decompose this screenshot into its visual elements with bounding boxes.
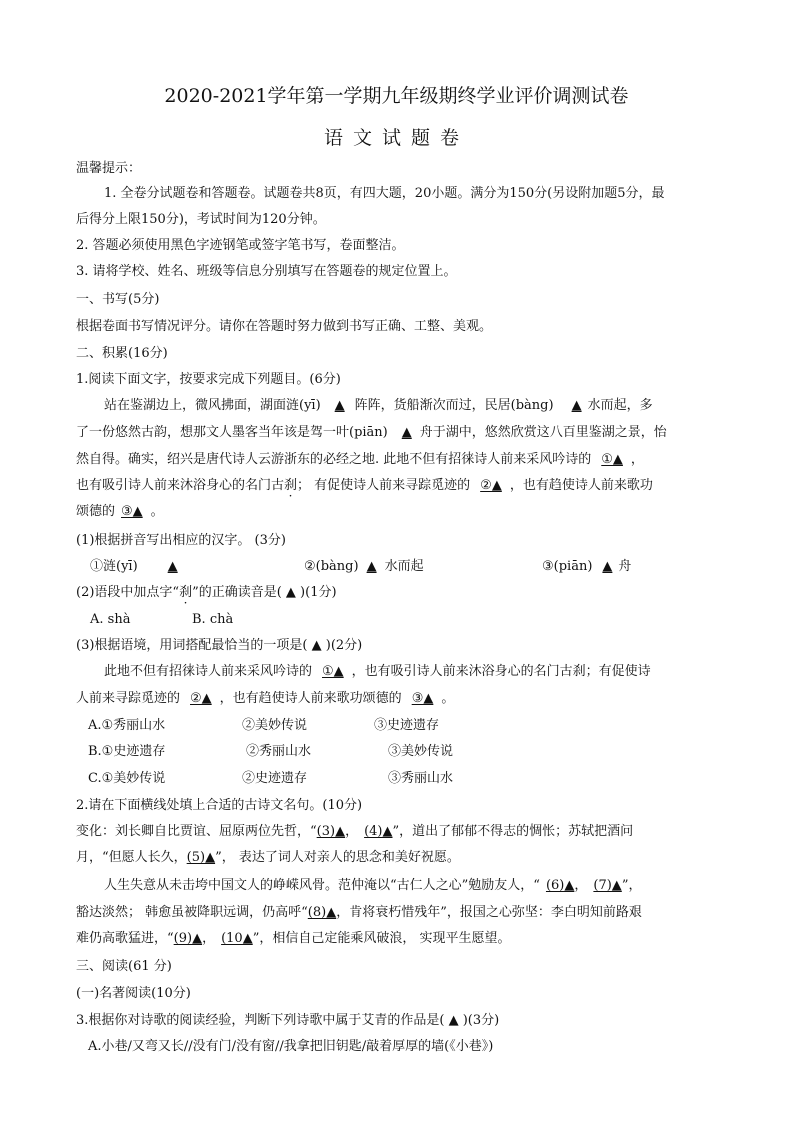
answer-blank[interactable]: (10▲ [221, 931, 253, 946]
answer-blank[interactable]: ②▲ [480, 478, 502, 493]
section-1-body: 根据卷面书写情况评分。请你在答题时努力做到书写正确、工整、美观。 [76, 319, 493, 334]
answer-blank[interactable]: (6)▲ [545, 878, 575, 893]
q2-text: ， [202, 931, 216, 946]
answer-blank[interactable]: ③▲ [121, 504, 143, 519]
q1-stem: 1.阅读下面文字，按要求完成下列题目。(6分) [76, 372, 341, 387]
answer-blank[interactable]: ▲ [167, 559, 178, 574]
q1-passage-line-5 [76, 503, 164, 521]
q1-passage-line-4 [76, 477, 653, 495]
q2-line-3 [104, 877, 641, 895]
q2-line-1 [76, 823, 633, 841]
q1-text: ，也有趋使诗人前来歌功颂德的 [219, 691, 402, 706]
q2-text: ”， [621, 878, 642, 893]
q1-sub-1-option-b [304, 558, 424, 576]
q2-text: ”， 表达了词人对亲人的思念和美好祝愿。 [215, 850, 460, 865]
q1-text: 阵阵，货船渐次而过，民居(bàng) [354, 398, 554, 413]
q2-text: ，肯将衰朽惜残年”，报国之心弥坚：李白明知前路艰 [336, 905, 642, 920]
q1-sub-1-option-a [90, 558, 194, 576]
option-c-2: ②史迹遗存 [242, 771, 308, 786]
q3-option-a[interactable]: A.小巷/又弯又长//没有门/没有窗//我拿把旧钥匙/敲着厚厚的墙(《小巷》) [88, 1039, 494, 1054]
tip-1-cont: 后得分上限150分)，考试时间为120分钟。 [76, 212, 326, 227]
q1-sub-1: (1)根据拼音写出相应的汉字。 (3分) [76, 533, 286, 548]
q1-text: 然自得。确实，绍兴是唐代诗人云游浙东的必经之地. 此地不但有招徕诗人前来采风吟诗的 [76, 452, 592, 467]
q1-text: (2)语段中加点字“ [76, 585, 180, 600]
q1-sub-2-option-a: A. shà [90, 612, 131, 627]
answer-blank[interactable]: (4)▲ [364, 824, 393, 839]
q1-passage-line-3 [76, 451, 644, 469]
tip-1: 1. 全卷分试题卷和答题卷。试题卷共8页，有四大题，20小题。满分为150分(另设附加题5分，最 [104, 186, 665, 201]
q1-text: ”的正确读音是( ▲ )(1分) [192, 585, 337, 600]
answer-blank[interactable]: (8)▲ [307, 905, 337, 920]
tip-3: 3. 请将学校、姓名、班级等信息分别填写在答题卷的规定位置上。 [76, 264, 457, 279]
q1-passage-line-2 [76, 424, 667, 442]
q2-line-4 [76, 904, 642, 922]
q2-text: ”，相信自己定能乘风破浪， 实现平生愿望。 [252, 931, 511, 946]
q1-text: 。 [441, 691, 455, 706]
q1-sub-2 [76, 584, 337, 602]
section-3-heading: 三、阅读(61 分) [76, 959, 172, 974]
q1-text: 颂德的 [76, 504, 116, 519]
q1-text: 站在鉴湖边上，微风拂面，湖面涟(yī) [104, 398, 321, 413]
option-label: 舟 [618, 559, 632, 574]
option-label: ③(piān) [542, 559, 593, 574]
q2-line-2 [76, 849, 460, 867]
q1-text: 舟于湖中，悠然欣赏这八百里鉴湖之景，怡 [419, 425, 667, 440]
q2-text: ， [345, 824, 359, 839]
answer-blank[interactable]: (7)▲ [593, 878, 622, 893]
answer-blank[interactable]: ▲ [334, 398, 345, 413]
answer-blank[interactable]: (5)▲ [186, 850, 216, 865]
q1-text: ，也有趋使诗人前来歌功 [509, 478, 653, 493]
q1-text: ， [630, 452, 644, 467]
q2-stem: 2.请在下面横线处填上合适的古诗文名句。(10分) [76, 798, 363, 813]
answer-blank[interactable]: ▲ [366, 559, 377, 574]
option-a-1[interactable]: A.①秀丽山水 [88, 718, 166, 733]
q1-sub-1-option-c [542, 558, 631, 576]
q1-text: 。 [150, 504, 164, 519]
q1-sub-3-text-1 [104, 663, 651, 681]
option-label: ②(bàng) [304, 559, 359, 574]
q2-text: 难仍高歌猛进，“ [76, 931, 174, 946]
answer-blank[interactable]: ①▲ [601, 452, 623, 467]
answer-blank[interactable]: ①▲ [322, 664, 344, 679]
answer-blank[interactable]: ▲ [571, 398, 582, 413]
option-c-3: ③秀丽山水 [388, 771, 454, 786]
q2-text: ， [574, 878, 588, 893]
exam-subtitle: 语文试题卷 [323, 127, 469, 149]
q1-text: 了一份悠然古韵，想那文人墨客当年该是驾一叶(piān) [76, 425, 388, 440]
option-a-2: ②美妙传说 [242, 718, 308, 733]
section-2-heading: 二、积累(16分) [76, 346, 168, 361]
q1-text: 也有吸引诗人前来沐浴身心的名门古 [76, 478, 285, 493]
q2-text: 月，“但愿人长久， [76, 850, 187, 865]
answer-blank[interactable]: ②▲ [190, 691, 212, 706]
q1-text: 水而起，多 [587, 398, 653, 413]
q2-text: 豁达淡然； 韩愈虽被降职远调，仍高呼“ [76, 905, 308, 920]
option-c-1[interactable]: C.①美妙传说 [88, 771, 166, 786]
answer-blank[interactable]: ▲ [602, 559, 613, 574]
option-label: 水而起 [384, 559, 424, 574]
q1-text: ，也有吸引诗人前来沐浴身心的名门古刹；有促使诗 [351, 664, 651, 679]
tip-2: 2. 答题必须使用黑色字迹钢笔或签字笔书写，卷面整洁。 [76, 238, 405, 253]
answer-blank[interactable]: ③▲ [411, 691, 434, 706]
answer-blank[interactable]: (9)▲ [173, 931, 203, 946]
q1-text: ； 有促使诗人前来寻踪觅迹的 [297, 478, 471, 493]
dotted-char: 刹 [284, 478, 298, 493]
answer-blank[interactable]: (3)▲ [316, 824, 346, 839]
dotted-char: 刹 [179, 585, 193, 600]
answer-blank[interactable]: ▲ [401, 425, 412, 440]
option-b-1[interactable]: B.①史迹遗存 [88, 744, 166, 759]
option-a-3: ③史迹遗存 [374, 718, 440, 733]
option-label: ①涟(yī) [90, 559, 138, 574]
q1-sub-3: (3)根据语境，用词搭配最恰当的一项是( ▲ )(2分) [76, 638, 363, 653]
q1-text: 此地不但有招徕诗人前来采风吟诗的 [104, 664, 313, 679]
q1-sub-3-text-2 [76, 690, 454, 708]
q2-text: 变化：刘长卿自比贾谊、屈原两位先哲，“ [76, 824, 317, 839]
q2-text: 人生失意从未击垮中国文人的峥嵘风骨。范仲淹以“古仁人之心”勉励友人，“ [104, 878, 540, 893]
q1-sub-2-option-b: B. chà [192, 612, 234, 627]
section-3-sub-1: (一)名著阅读(10分) [76, 986, 191, 1001]
exam-title: 2020-2021学年第一学期九年级期终学业评价调测试卷 [164, 85, 629, 107]
q2-line-5 [76, 930, 511, 948]
option-b-3: ③美妙传说 [388, 744, 454, 759]
q1-text: 人前来寻踪觅迹的 [76, 691, 181, 706]
q2-text: ”，道出了郁郁不得志的惆怅；苏轼把酒问 [392, 824, 634, 839]
q3-stem: 3.根据你对诗歌的阅读经验，判断下列诗歌中属于艾青的作品是( ▲ )(3分) [76, 1013, 500, 1028]
tips-heading: 温馨提示： [76, 161, 142, 176]
q1-passage-line-1 [104, 397, 653, 415]
section-1-heading: 一、书写(5分) [76, 292, 160, 307]
option-b-2: ②秀丽山水 [246, 744, 312, 759]
